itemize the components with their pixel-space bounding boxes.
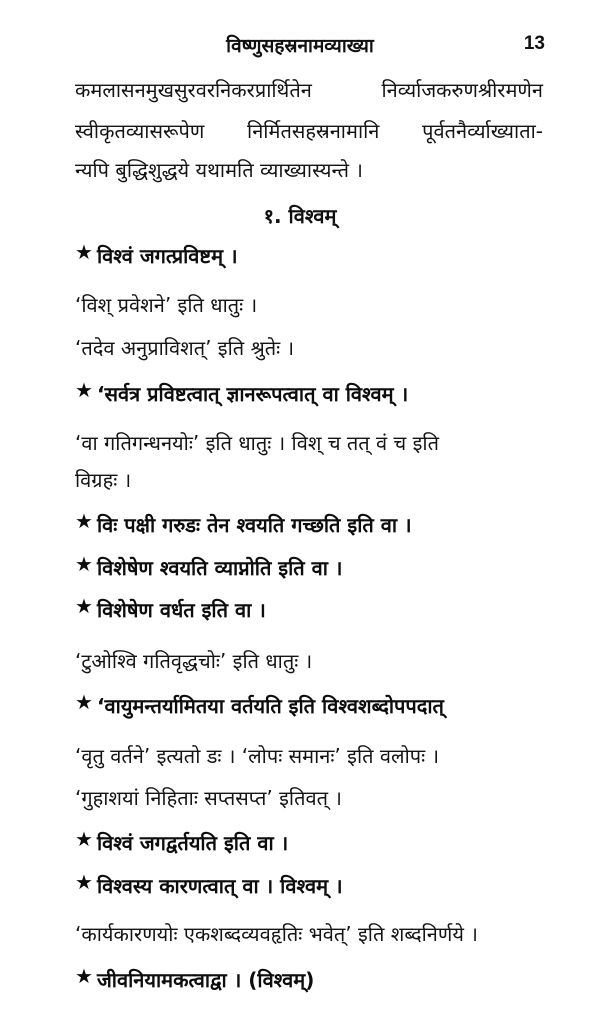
body-line: ‘गुहाशयां निहिताः सप्तसप्त’ इतिवत् । [75,786,342,810]
intro-line-1-word-2: निर्व्याजकरुणश्रीरमणेन [381,78,543,102]
line-text: विशेषेण वर्धत इति वा । [96,598,266,622]
starred-line [75,692,444,720]
star-icon: ★ [75,594,93,618]
star-icon: ★ [75,378,93,402]
intro-line-2-word-1: स्वीकृतव्यासरूपेण [75,119,205,143]
intro-line-2-word-2: निर्मितसहस्रनामानि [247,119,380,143]
body-line: ‘तदेव अनुप्राविशत्’ इति श्रुतेः । [75,336,295,360]
intro-line-2-word-3: पूर्वतनैर्व्याख्याता- [422,119,543,143]
body-line: विग्रहः । [75,468,132,492]
line-text: विः पक्षी गरुडः तेन श्वयति गच्छति इति वा । [96,513,412,537]
intro-line-1-word-1: कमलासनमुखसुरवरनिकरप्रार्थितेन [75,78,312,102]
starred-line [75,966,314,994]
star-icon: ★ [75,827,93,851]
starred-line [75,829,288,857]
line-text: जीवनियामकत्वाद्वा । (विश्वम्) [96,968,315,992]
starred-line [75,872,343,900]
star-icon: ★ [75,690,93,714]
star-icon: ★ [75,509,93,533]
starred-line [75,242,238,270]
line-text: विश्वं जगत्प्रविष्टम् । [96,244,238,268]
body-line: ‘कार्यकारणयोः एकशब्दव्यवहृतिः भवेत्’ इति शब्दनिर्णये । [75,922,478,946]
line-text: विश्वस्य कारणत्वात् वा । विश्वम् । [96,874,343,898]
intro-line-2 [75,117,543,145]
intro-line-3: न्यपि बुद्धिशुद्धये यथामति व्याख्यास्यन्ते । [75,158,363,182]
body-line: ‘टुओश्वि गतिवृद्धचोः’ इति धातुः । [75,649,313,673]
starred-line [75,380,408,408]
page-number: 13 [523,33,545,54]
running-header-title: विष्णुसहस्रनामव्याख्या [226,35,374,57]
body-line: ‘विश् प्रवेशने’ इति धातुः । [75,293,258,317]
line-text: विश्वं जगद्वर्तयति इति वा । [96,831,289,855]
starred-line [75,511,412,539]
starred-line [75,596,266,624]
line-text: ‘सर्वत्र प्रविष्टत्वात् ज्ञानरूपत्वात् वा विश्वम् । [96,382,409,406]
star-icon: ★ [75,552,93,576]
star-icon: ★ [75,964,93,988]
body-line: ‘वा गतिगन्धनयोः’ इति धातुः । विश् च तत् वं च इति [75,431,439,455]
star-icon: ★ [75,870,93,894]
starred-line [75,554,343,582]
section-heading: १. विश्वम् [263,204,337,228]
line-text: ‘वायुमन्तर्यामितया वर्तयति इति विश्वशब्दोपपदात् [96,694,444,718]
star-icon: ★ [75,240,93,264]
body-line: ‘वृतु वर्तने’ इत्यतो डः । ‘लोपः समानः’ इति वलोपः । [75,744,440,768]
line-text: विशेषेण श्वयति व्याप्नोति इति वा । [96,556,343,580]
intro-line-1 [75,76,543,104]
